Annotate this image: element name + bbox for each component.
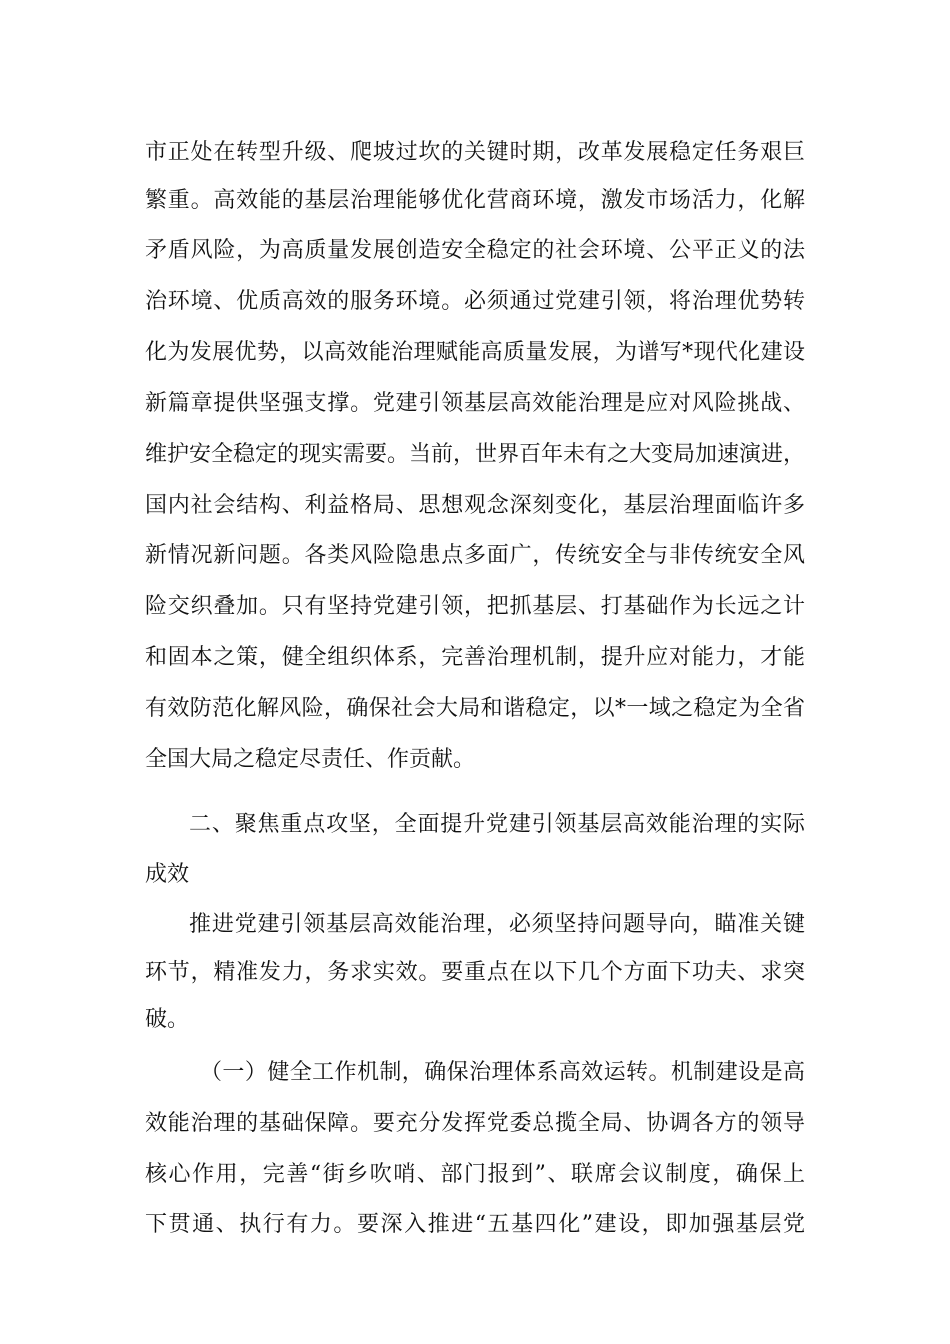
text-line: 新情况新问题。各类风险隐患点多面广，传统安全与非传统安全风 bbox=[145, 543, 805, 568]
text-line: 化为发展优势，以高效能治理赋能高质量发展，为谱写*现代化建设 bbox=[145, 340, 805, 365]
text-line: 新篇章提供坚强支撑。党建引领基层高效能治理是应对风险挑战、 bbox=[145, 391, 805, 416]
text-line: 核心作用，完善“街乡吹哨、部门报到”、联席会议制度，确保上 bbox=[145, 1162, 805, 1187]
text-line: 险交织叠加。只有坚持党建引领，把抓基层、打基础作为长远之计 bbox=[145, 594, 805, 619]
text-line: 治环境、优质高效的服务环境。必须通过党建引领，将治理优势转 bbox=[145, 289, 805, 314]
text-line: 市正处在转型升级、爬坡过坎的关键时期，改革发展稳定任务艰巨 bbox=[145, 140, 805, 165]
text-line: 维护安全稳定的现实需要。当前，世界百年未有之大变局加速演进， bbox=[145, 442, 806, 467]
text-line: 下贯通、执行有力。要深入推进“五基四化”建设，即加强基层党 bbox=[145, 1212, 805, 1237]
section-heading: 成效 bbox=[145, 862, 190, 887]
text-line: 有效防范化解风险，确保社会大局和谐稳定，以*一域之稳定为全省 bbox=[145, 696, 805, 721]
text-line: 全国大局之稳定尽责任、作贡献。 bbox=[145, 747, 476, 772]
text-line: 矛盾风险，为高质量发展创造安全稳定的社会环境、公平正义的法 bbox=[145, 238, 805, 263]
text-line: 推进党建引领基层高效能治理，必须坚持问题导向，瞄准关键 bbox=[189, 912, 805, 937]
text-line: 和固本之策，健全组织体系，完善治理机制，提升应对能力，才能 bbox=[145, 645, 805, 670]
text-line: 国内社会结构、利益格局、思想观念深刻变化，基层治理面临许多 bbox=[145, 493, 805, 518]
text-line: 效能治理的基础保障。要充分发挥党委总揽全局、协调各方的领导 bbox=[145, 1111, 805, 1136]
text-line: 环节，精准发力，务求实效。要重点在以下几个方面下功夫、求突 bbox=[145, 960, 805, 985]
subsection-line: （一）健全工作机制，确保治理体系高效运转。机制建设是高 bbox=[200, 1060, 805, 1085]
text-line: 繁重。高效能的基层治理能够优化营商环境，激发市场活力，化解 bbox=[145, 188, 805, 213]
text-line: 破。 bbox=[145, 1007, 190, 1032]
section-heading: 二、聚焦重点攻坚，全面提升党建引领基层高效能治理的实际 bbox=[189, 812, 805, 837]
